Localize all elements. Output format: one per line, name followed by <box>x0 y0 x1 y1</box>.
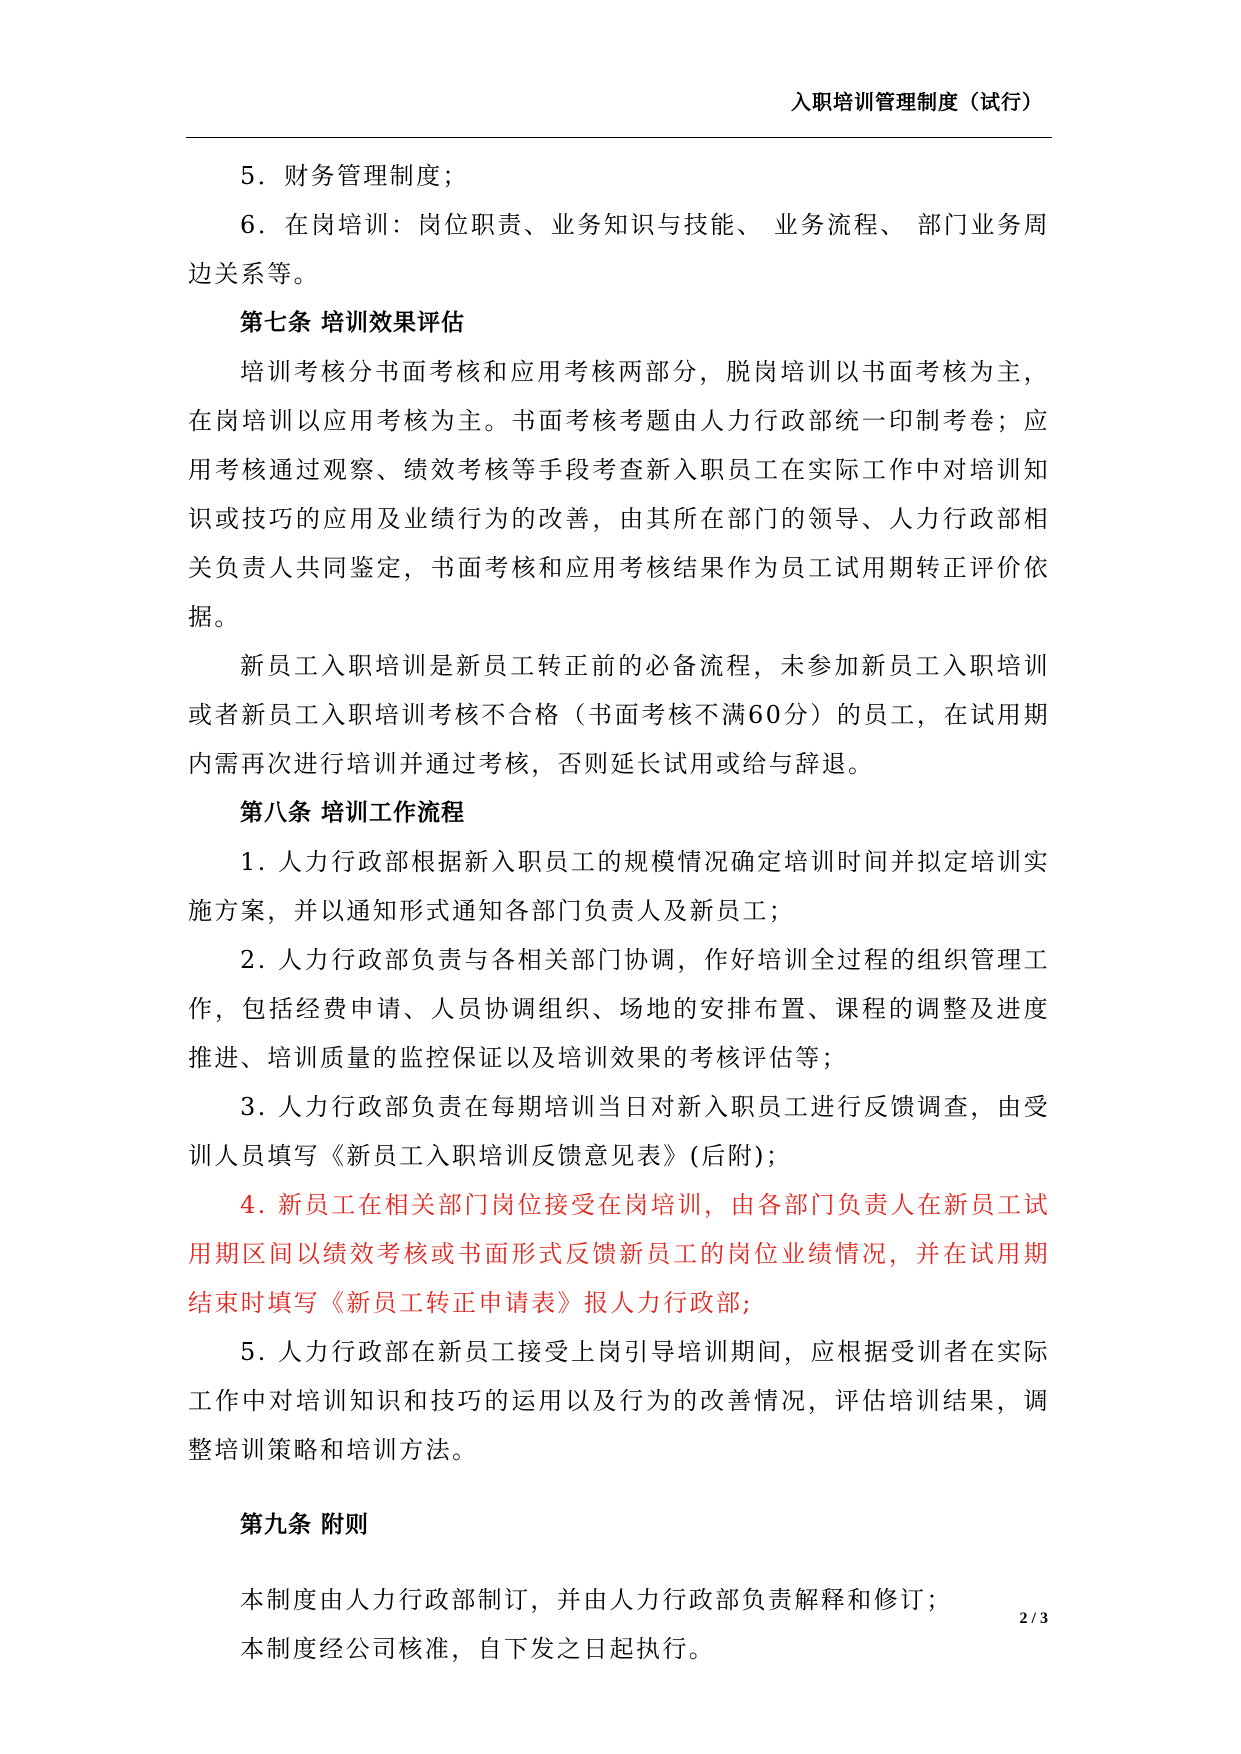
process-step-2: 2. 人力行政部负责与各相关部门协调，作好培训全过程的组织管理工作，包括经费申请、人员协调组织、场地的安排布置、课程的调整及进度推进、培训质量的监控保证以及培训效果的考核评估等； <box>188 946 1050 1072</box>
item-finance-rules: 5．财务管理制度； <box>240 162 469 190</box>
paragraph-mandatory-training: 新员工入职培训是新员工转正前的必备流程，未参加新员工入职培训或者新员工入职培训考核不合格（书面考核不满60分）的员工，在试用期内需再次进行培训并通过考核，否则延长试用或给与辞退。 <box>188 652 1050 778</box>
spacer <box>188 1550 1050 1576</box>
section-heading-article-7: 第七条 培训效果评估 <box>240 310 466 336</box>
header-title: 入职培训管理制度（试行） <box>791 90 1043 114</box>
process-step-5: 5. 人力行政部在新员工接受上岗引导培训期间，应根据受训者在实际工作中对培训知识和技巧的运用以及行为的改善情况，评估培训结果，调整培训策略和培训方法。 <box>188 1338 1050 1464</box>
paragraph-assessment: 培训考核分书面考核和应用考核两部分，脱岗培训以书面考核为主，在岗培训以应用考核为主。书面考核考题由人力行政部统一印制考卷；应用考核通过观察、绩效考核等手段考查新入职员工在实际工作中对培训知识或技巧的应用及业绩行为的改善，由其所在部门的领导、人力行政部相关负责人共同鉴定，书面考核和应用考核结果作为员工试用期转正评价依据。 <box>188 358 1050 631</box>
process-step-1: 1. 人力行政部根据新入职员工的规模情况确定培训时间并拟定培训实施方案，并以通知形式通知各部门负责人及新员工； <box>188 848 1050 925</box>
document-body <box>188 152 1050 1674</box>
process-step-4-highlighted: 4. 新员工在相关部门岗位接受在岗培训，由各部门负责人在新员工试用期区间以绩效考核或书面形式反馈新员工的岗位业绩情况，并在试用期结束时填写《新员工转正申请表》报人力行政部; <box>188 1191 1050 1317</box>
section-heading-article-8: 第八条 培训工作流程 <box>240 800 466 826</box>
item-onjob-training: 6．在岗培训：岗位职责、业务知识与技能、 业务流程、 部门业务周边关系等。 <box>188 211 1050 288</box>
appendix-line-1: 本制度由人力行政部制订，并由人力行政部负责解释和修订； <box>240 1586 953 1614</box>
page-number: 2 / 3 <box>1019 1610 1048 1627</box>
process-step-3: 3. 人力行政部负责在每期培训当日对新入职员工进行反馈调查，由受训人员填写《新员工入职培训反馈意见表》(后附)； <box>188 1093 1050 1170</box>
section-heading-article-9: 第九条 附则 <box>240 1512 370 1538</box>
header-divider <box>186 137 1052 138</box>
appendix-line-2: 本制度经公司核准，自下发之日起执行。 <box>240 1635 716 1663</box>
spacer <box>188 1475 1050 1501</box>
